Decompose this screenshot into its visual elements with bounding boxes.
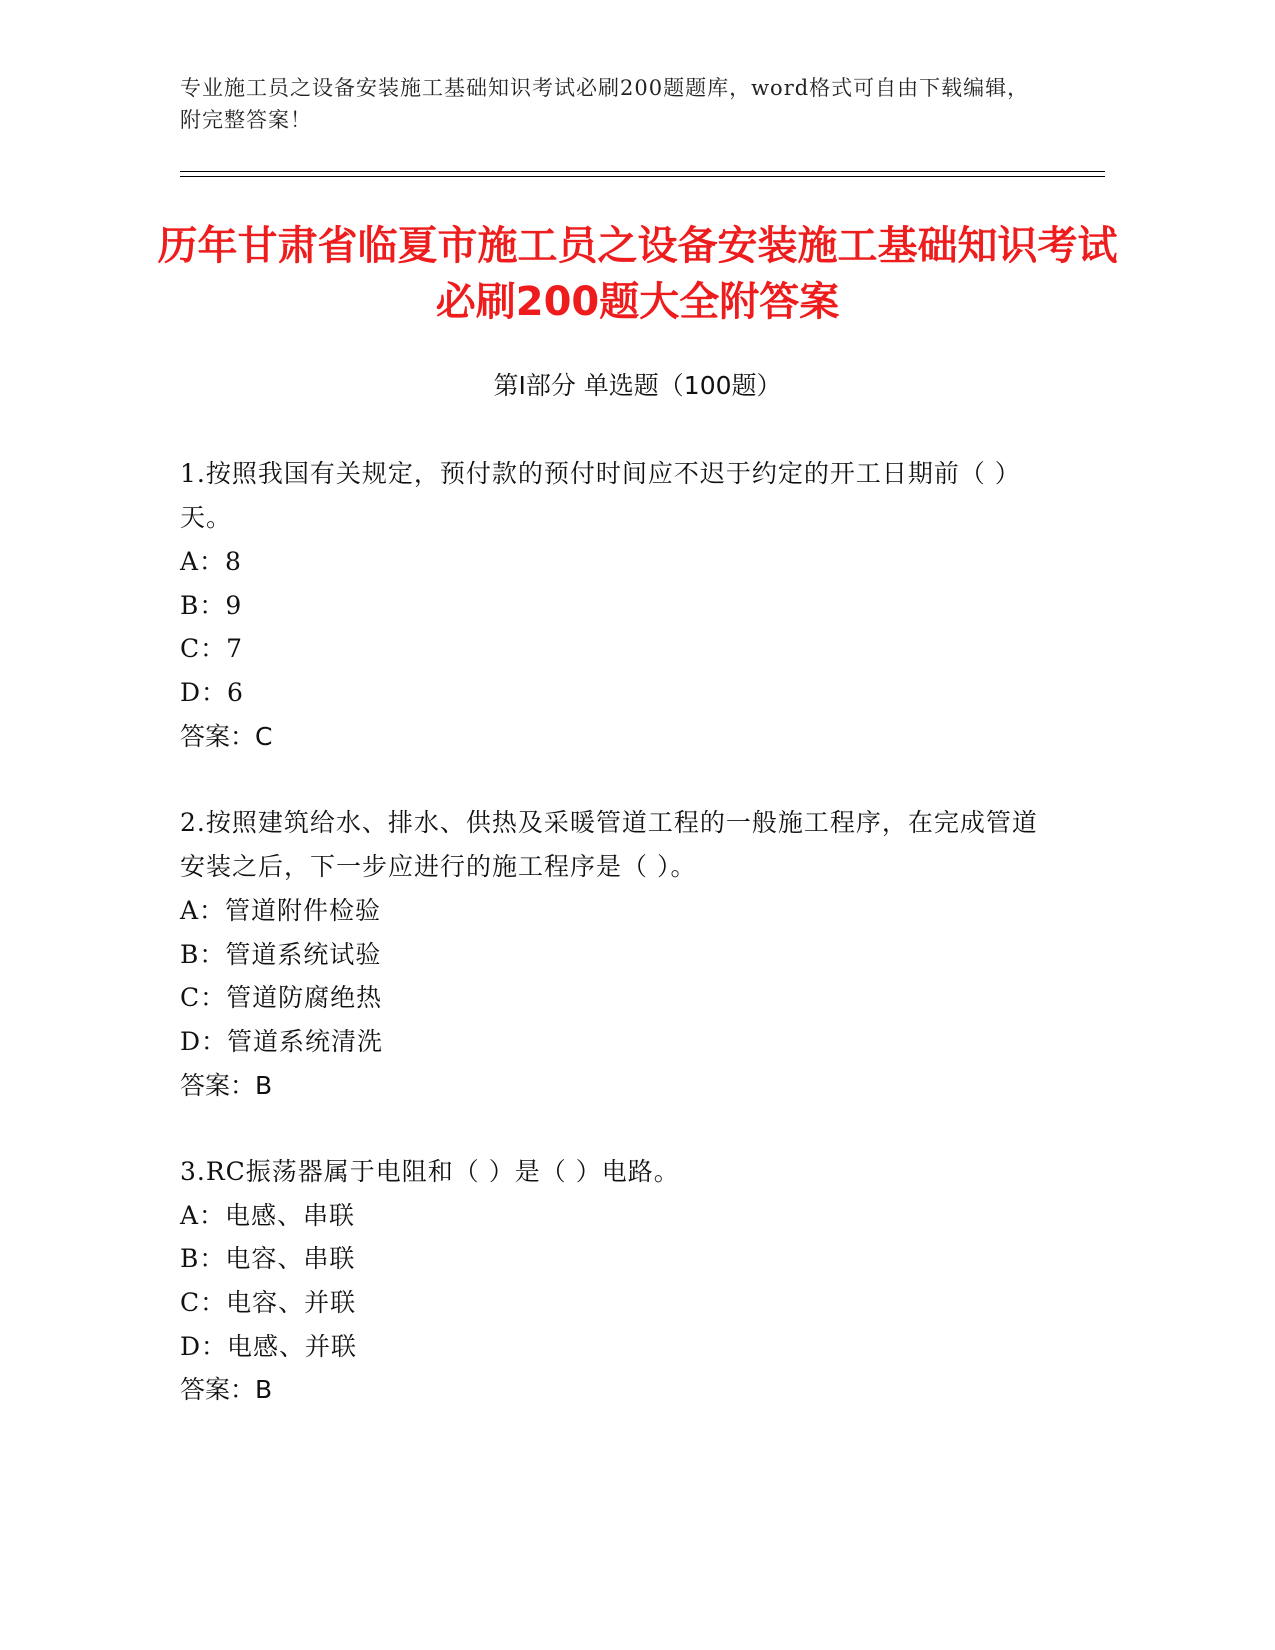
option-b: B：9 xyxy=(180,590,243,620)
question-stem: 1.按照我国有关规定，预付款的预付时间应不迟于约定的开工日期前（ ）天。 xyxy=(180,459,1021,532)
option-b: B：管道系统试验 xyxy=(180,939,382,969)
option-b: B：电容、串联 xyxy=(180,1244,356,1274)
option-c: C：管道防腐绝热 xyxy=(180,983,383,1013)
option-a: A：电感、串联 xyxy=(180,1200,356,1230)
question-stem: 3.RC振荡器属于电阻和（ ）是（ ）电路。 xyxy=(180,1156,680,1186)
header-divider xyxy=(180,171,1105,172)
option-d: D：管道系统清洗 xyxy=(180,1026,384,1056)
option-c: C：7 xyxy=(180,634,244,664)
answer-line: 答案：B xyxy=(180,1375,273,1405)
question-1 xyxy=(180,452,1040,759)
answer-line: 答案：B xyxy=(180,1070,273,1100)
header-divider-double xyxy=(180,176,1105,177)
question-list xyxy=(180,452,1040,1454)
question-3 xyxy=(180,1150,1040,1413)
option-a: A：8 xyxy=(180,547,242,576)
document-title: 历年甘肃省临夏市施工员之设备安装施工基础知识考试必刷200题大全附答案 xyxy=(157,223,1118,325)
section-heading: 第Ⅰ部分 单选题（100题） xyxy=(493,371,782,400)
option-c: C：电容、并联 xyxy=(180,1288,357,1318)
question-stem: 2.按照建筑给水、排水、供热及采暖管道工程的一般施工程序，在完成管道安装之后，下一步应进行的施工程序是（ ）。 xyxy=(180,807,1038,881)
option-d: D：电感、并联 xyxy=(180,1331,358,1361)
header-note: 专业施工员之设备安装施工基础知识考试必刷200题题库，word格式可自由下载编辑，附完整答案！ xyxy=(180,76,1030,132)
option-a: A：管道附件检验 xyxy=(180,895,382,925)
question-2 xyxy=(180,801,1040,1108)
option-d: D：6 xyxy=(180,678,244,708)
answer-line: 答案：C xyxy=(180,721,273,751)
